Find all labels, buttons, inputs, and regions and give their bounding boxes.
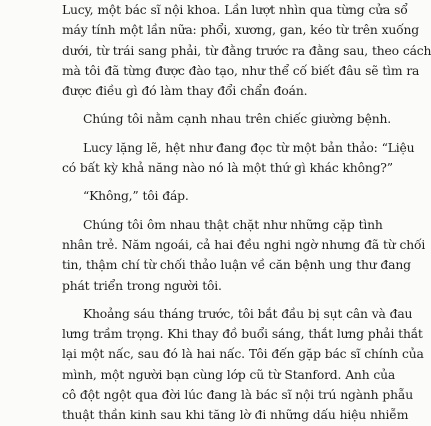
text-line: lưng trầm trọng. Khi thay đồ buổi sáng, thắt lưng phải thắt [62, 327, 423, 342]
text-line: mà tôi đã từng được đào tạo, như thể cố biết đâu sẽ tìm ra [62, 63, 420, 78]
text-line: thuật thần kinh sau khi tăng lờ đi những dấu hiệu nhiễm [62, 408, 409, 423]
text-line: tin, thậm chí từ chối thảo luận về căn bệnh ung thư đang [62, 258, 411, 273]
paragraph-3 [62, 138, 415, 179]
text-line: lại một nấc, sau đó là hai nấc. Tôi đến gặp bác sĩ chính của [62, 347, 424, 362]
text-line: nhân trẻ. Năm ngoái, cả hai đều nghi ngờ nhưng đã từ chối [62, 237, 426, 252]
text-line: mình, một người bạn cùng lớp cũ từ Stanford. Anh của [62, 367, 396, 382]
text-line: được điều gì đó làm thay đổi chẩn đoán. [62, 84, 308, 99]
paragraph-1 [62, 0, 431, 101]
paragraph-2 [62, 109, 392, 129]
text-line: phát triển trong người tôi. [62, 278, 222, 293]
text-line: Chúng tôi ôm nhau thật chặt như những cặp tình [83, 217, 383, 232]
text-line: Lucy, một bác sĩ nội khoa. Lần lượt nhìn qua từng cửa sổ [62, 3, 408, 17]
paragraph-5 [62, 215, 426, 296]
paragraph-4 [62, 186, 352, 206]
text-line: Lucy lặng lẽ, hệt như đang đọc từ một bản thảo: “Liệu [83, 140, 415, 155]
text-line: “Không,” tôi đáp. [83, 189, 189, 204]
text-line: dưới, từ trái sang phải, từ đằng trước ra đằng sau, theo cách [62, 43, 431, 58]
text-line: máy tính một lần nữa: phổi, xương, gan, kéo từ trên xuống [62, 23, 420, 38]
text-line: Khoảng sáu tháng trước, tôi bắt đầu bị sụt cân và đau [83, 306, 413, 321]
page-body-text [62, 0, 431, 426]
text-line: cô đột ngột qua đời lúc đang là bác sĩ nội trú ngành phẫu [62, 388, 414, 403]
paragraph-6 [62, 304, 424, 426]
text-line: có bất kỳ khả năng nào nó là một thứ gì khác không?” [62, 161, 393, 176]
text-line: Chúng tôi nằm cạnh nhau trên chiếc giường bệnh. [83, 112, 392, 127]
